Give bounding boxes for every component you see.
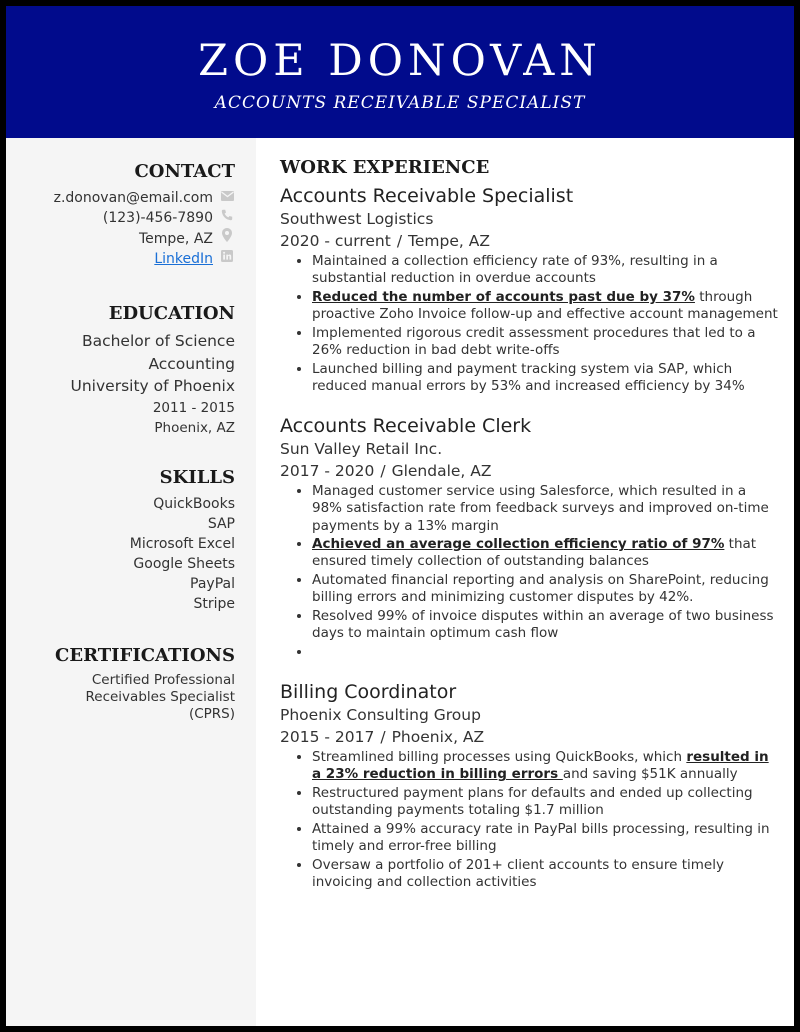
bullet-text: Oversaw a portfolio of 201+ client accounts to ensure timely invoicing and collection activities [312,856,724,891]
job-location: Tempe, AZ [408,232,490,250]
bullet-item [312,361,780,395]
bullet-item [312,572,780,606]
bullet-item [312,749,780,783]
education-section [15,302,235,439]
company-name: Sun Valley Retail Inc. [280,440,443,459]
linkedin-row [15,249,235,269]
date-separator: / [380,462,386,481]
certification-line: (CPRS) [188,706,235,722]
job-bullets [280,483,780,661]
phone-row [15,208,235,228]
job-dates-location [280,460,780,482]
bullet-text: Restructured payment plans for defaults and ended up collecting outstanding payments totaling $1.7 million [312,785,753,819]
skills-section [15,466,235,614]
job-entry [280,413,780,661]
bullet-text: through proactive Zoho Invoice follow-up and effective account management [312,288,778,323]
bullet-highlight: Reduced the number of accounts past due by 37% [312,288,695,305]
bullet-item [312,785,780,819]
bullet-item [312,536,780,570]
bullet-item [312,483,780,535]
bullet-item [312,857,780,891]
major: Accounting [148,354,235,373]
contact-section [15,160,235,269]
location-row [15,228,235,249]
date-separator: / [380,728,386,747]
job-bullets [280,253,780,395]
education-location: Phoenix, AZ [154,420,235,436]
bullet-text: Implemented rigorous credit assessment procedures that led to a 26% reduction in bad debt write-offs [312,324,756,359]
job-dates: 2015 - 2017 [280,728,375,747]
location-text: Tempe, AZ [139,230,213,247]
main-content [280,156,780,909]
bullet-item [312,325,780,359]
education-years: 2011 - 2015 [152,399,235,416]
skill-item: PayPal [190,576,235,592]
map-pin-icon [219,228,235,249]
email-row [15,188,235,208]
skill-item: Stripe [193,596,235,612]
skill-item: QuickBooks [153,496,235,512]
job-title: Accounts Receivable Specialist [280,185,574,207]
skill-item: Google Sheets [133,556,235,572]
degree: Bachelor of Science [81,332,235,350]
education-heading: EDUCATION [108,303,235,324]
bullet-item [312,289,780,323]
bullet-text: Attained a 99% accuracy rate in PayPal bills processing, resulting in timely and error-free billing [312,820,770,855]
bullet-item [312,821,780,855]
bullet-text: Automated financial reporting and analysis on SharePoint, reducing billing errors and minimizing customer disputes by 42%. [312,572,769,606]
job-title: Accounts Receivable Clerk [280,415,532,438]
job-dates-location [280,230,780,252]
bullet-text: Maintained a collection efficiency rate of 93%, resulting in a substantial reduction in overdue accounts [312,253,718,287]
linkedin-icon [219,249,235,269]
bullet-item [312,608,780,642]
header-banner [6,6,794,138]
job-title: Billing Coordinator [280,681,457,704]
job-dates: 2017 - 2020 [280,462,375,481]
date-separator: / [396,232,403,250]
linkedin-link[interactable]: LinkedIn [154,251,213,267]
work-experience-heading: WORK EXPERIENCE [280,157,490,178]
bullet-item [312,253,780,287]
sidebar [6,138,256,1026]
job-location: Phoenix, AZ [391,728,485,747]
bullet-text: Managed customer service using Salesforce, which resulted in a 98% satisfaction rate from feedback surveys and improved on-time payments by a 13% margin [312,483,769,534]
company-name: Southwest Logistics [280,210,434,228]
candidate-title: ACCOUNTS RECEIVABLE SPECIALIST [214,93,586,113]
certifications-heading: CERTIFICATIONS [55,645,235,666]
candidate-name: ZOE DONOVAN [198,36,602,86]
resume-page [6,6,794,1026]
job-bullets [280,749,780,891]
certification-line: Receivables Specialist [85,689,235,705]
bullet-item [312,644,780,661]
bullet-text: that ensured timely collection of outstanding balances [312,536,757,570]
phone-icon [219,208,235,228]
job-entry [280,183,780,395]
certifications-section [15,644,235,723]
job-dates: 2020 - current [280,232,391,250]
job-dates-location [280,726,780,748]
bullet-text: Streamlined billing processes using QuickBooks, which [312,749,687,766]
bullet-highlight: resulted in a 23% reduction in billing errors [312,749,769,783]
phone-text[interactable]: (123)-456-7890 [102,210,213,226]
skills-heading: SKILLS [159,467,235,488]
skill-item: SAP [207,516,235,532]
envelope-icon [219,188,235,208]
contact-heading: CONTACT [134,161,235,182]
bullet-text: Launched billing and payment tracking system via SAP, which reduced manual errors by 53% and increased efficiency by 34% [312,360,745,394]
skill-item: Microsoft Excel [129,536,235,552]
school: University of Phoenix [70,377,235,395]
bullet-text: Resolved 99% of invoice disputes within an average of two business days to maintain optimum cash flow [312,608,774,642]
bullet-text: and saving $51K annually [562,766,738,783]
company-name: Phoenix Consulting Group [280,706,481,725]
job-location: Glendale, AZ [391,462,492,481]
email-text[interactable]: z.donovan@email.com [53,190,213,206]
job-entry [280,679,780,891]
certification-line: Certified Professional [91,672,235,688]
bullet-highlight: Achieved an average collection efficiency ratio of 97% [312,536,725,553]
